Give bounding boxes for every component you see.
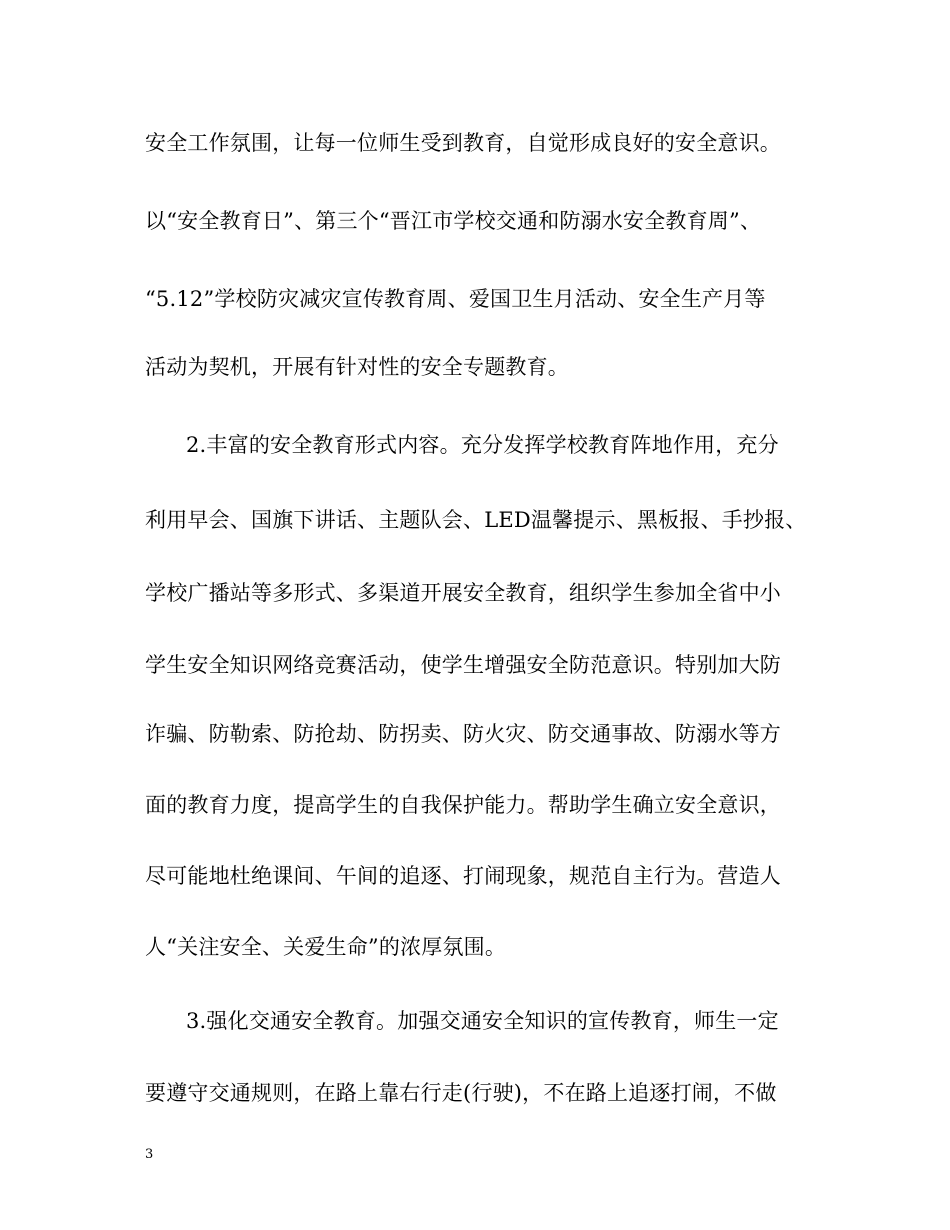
text-line: 活动为契机，开展有针对性的安全专题教育。 — [145, 355, 569, 379]
page-number: 3 — [145, 1147, 154, 1162]
paragraph-start-line: 3.强化交通安全教育。加强交通安全知识的宣传教育，师生一定 — [186, 1009, 779, 1033]
text-line: 诈骗、防勒索、防抢劫、防拐卖、防火灾、防交通事故、防溺水等方 — [145, 722, 781, 746]
text-line: 尽可能地杜绝课间、午间的追逐、打闹现象，规范自主行为。营造人 — [145, 864, 781, 888]
text-line: 安全工作氛围，让每一位师生受到教育，自觉形成良好的安全意识。 — [145, 131, 781, 155]
text-line: 以“安全教育日”、第三个“晋江市学校交通和防溺水安全教育周”、 — [145, 209, 762, 233]
text-line: 学生安全知识网络竞赛活动，使学生增强安全防范意识。特别加大防 — [145, 653, 781, 677]
text-line: “5.12”学校防灾减灾宣传教育周、爱国卫生月活动、安全生产月等 — [145, 287, 766, 311]
paragraph-start-line: 2.丰富的安全教育形式内容。充分发挥学校教育阵地作用，充分 — [186, 433, 779, 457]
text-line: 人“关注安全、关爱生命”的浓厚氛围。 — [145, 935, 507, 959]
text-line: 利用早会、国旗下讲话、主题队会、LED温馨提示、黑板报、手抄报、 — [145, 508, 807, 532]
text-line: 面的教育力度，提高学生的自我保护能力。帮助学生确立安全意识， — [145, 793, 781, 817]
text-line: 学校广播站等多形式、多渠道开展安全教育，组织学生参加全省中小 — [145, 581, 781, 605]
text-line: 要遵守交通规则，在路上靠右行走(行驶)，不在路上追逐打闹，不做 — [145, 1081, 777, 1105]
